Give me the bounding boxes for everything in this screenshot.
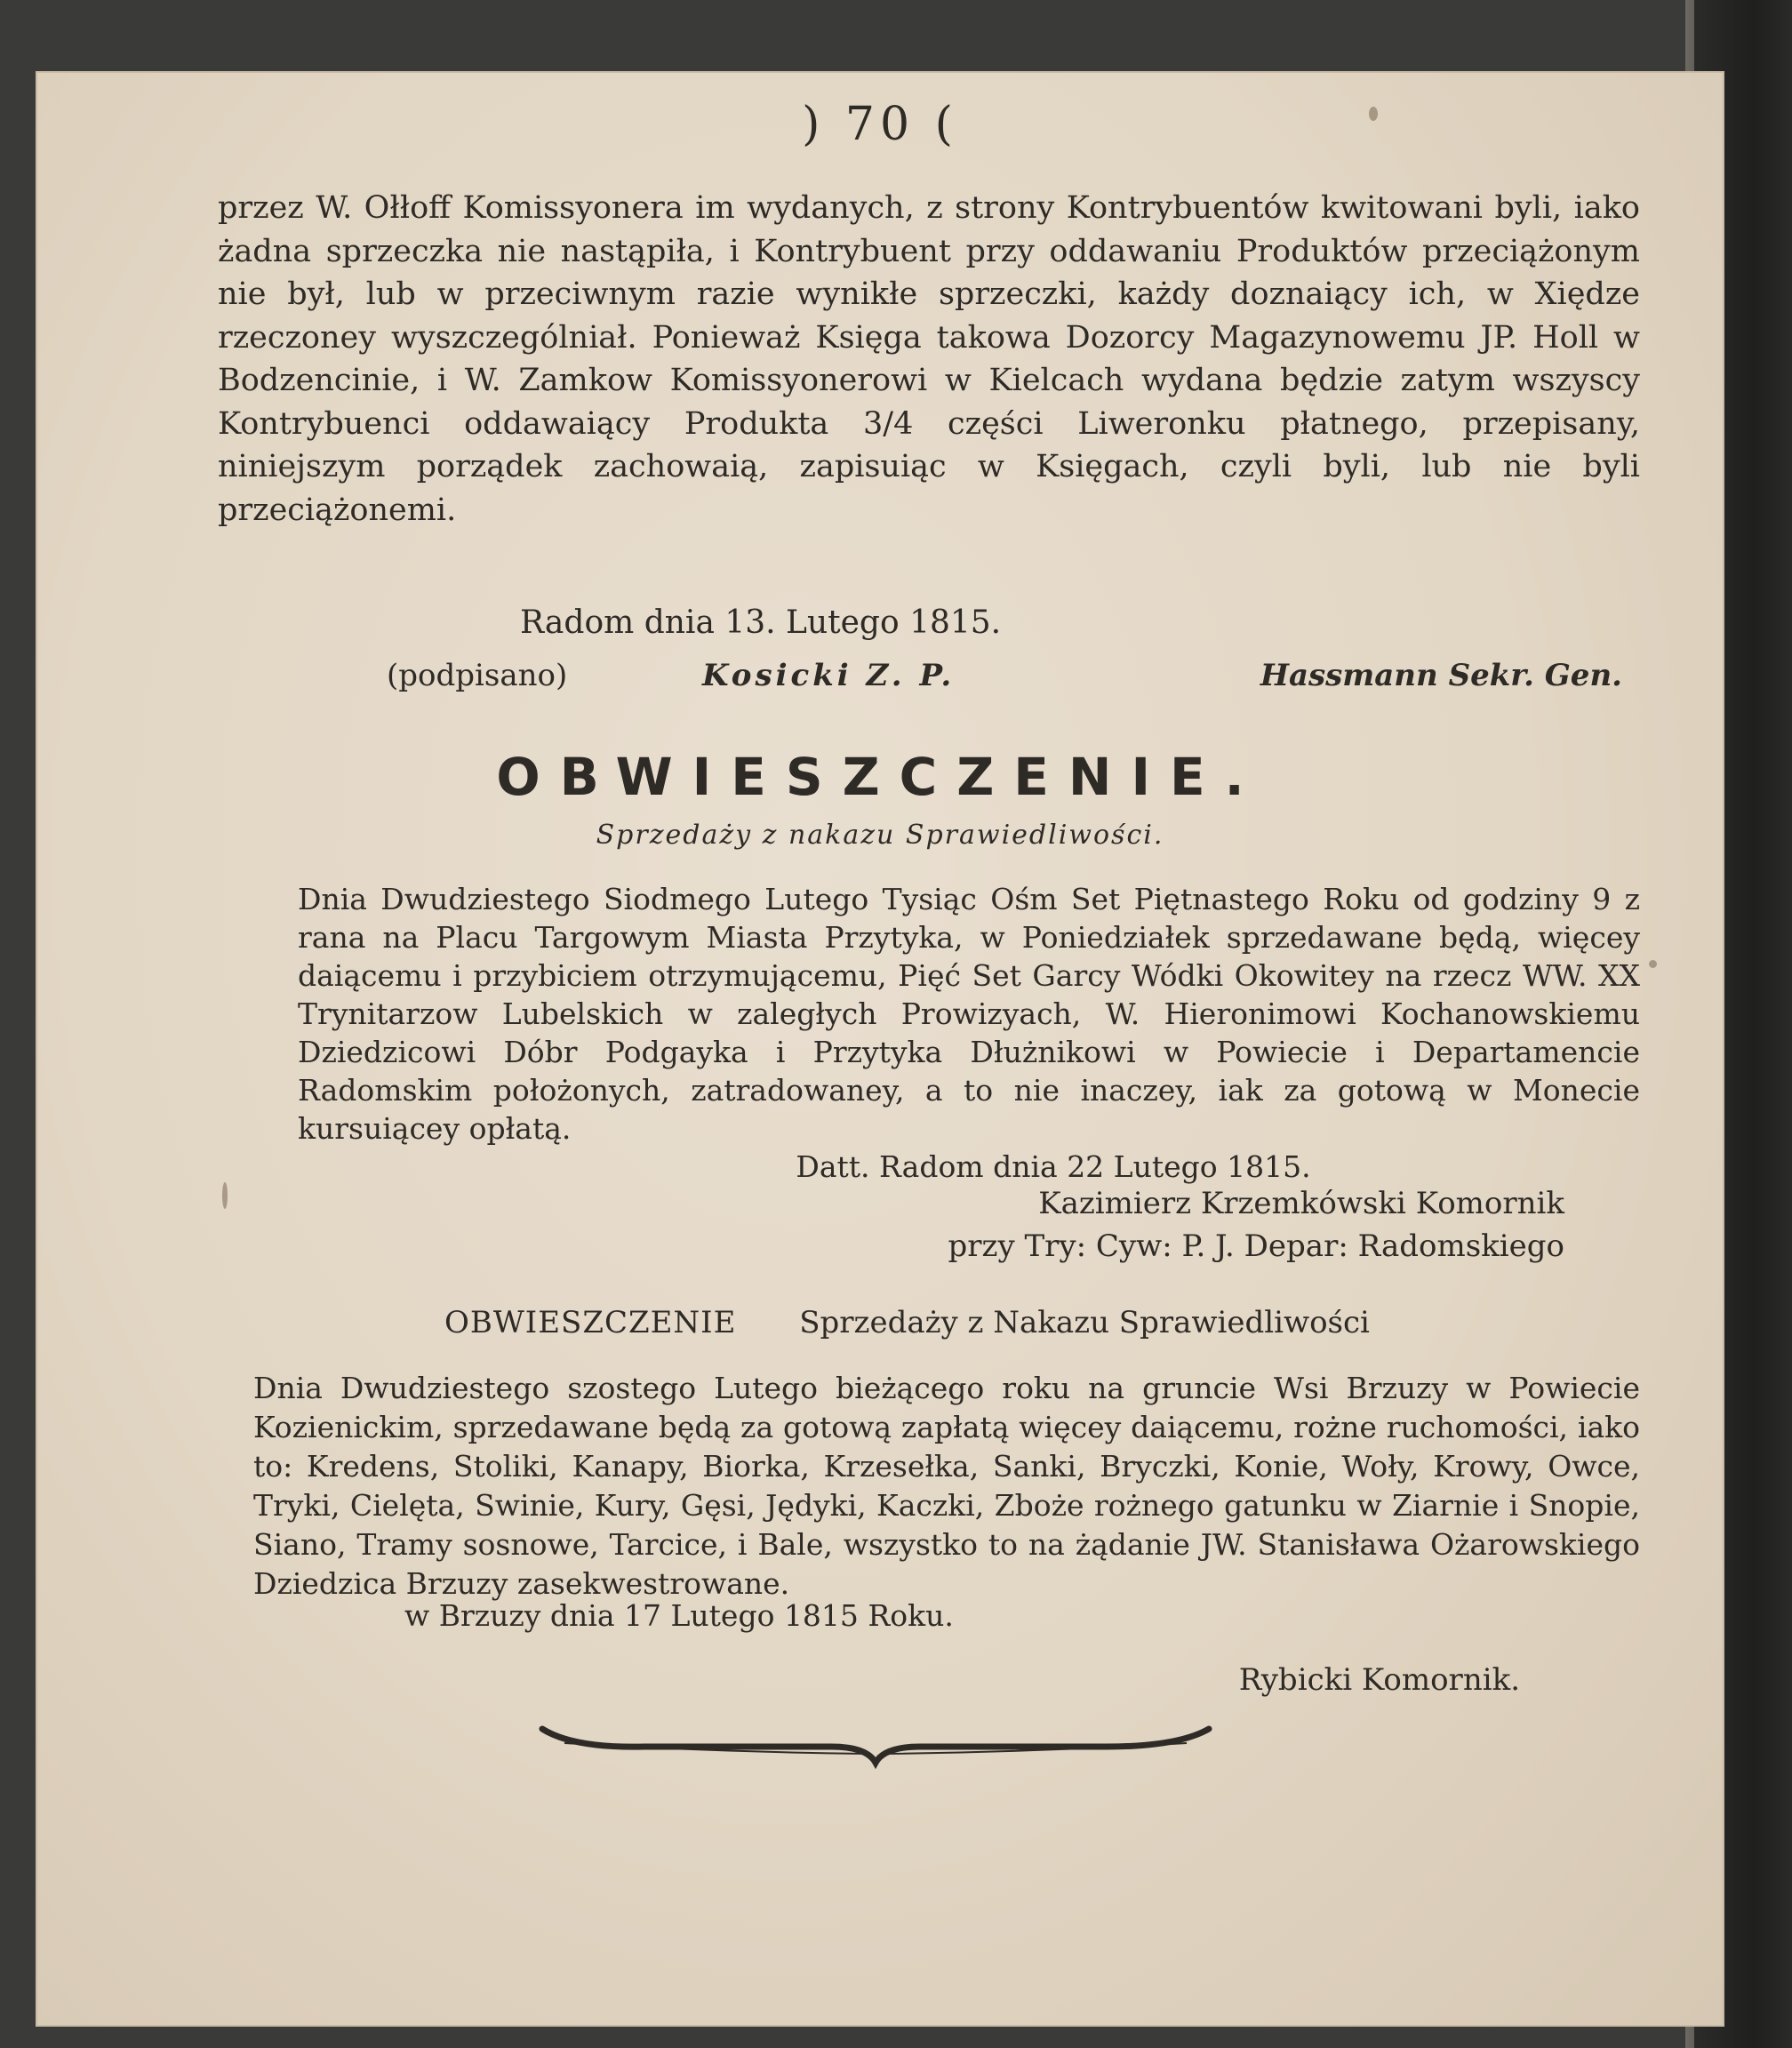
notice-2-dateline: Datt. Radom dnia 22 Lutego 1815.: [796, 1149, 1311, 1184]
ornamental-rule: [538, 1720, 1213, 1773]
page-number: ) 70 (: [802, 98, 958, 151]
notice-3-heading-rest: Sprzedaży z Nakazu Sprawiedliwości: [799, 1305, 1370, 1340]
notice-3-heading: [444, 1305, 1511, 1340]
signer-kosicki: Kosicki Z. P.: [702, 658, 956, 693]
notice-1-body: [218, 187, 1640, 532]
notice-3-paragraph: Dnia Dwudziestego szostego Lutego bieżącego roku na gruncie Wsi Brzuzy w Powiecie Kozienickim, sprzedawane będą za gotową zapłatą więcey daiącemu, rożne ruchomości, iako to: Kredens, Stoliki, Kanapy, Biorka, Krzesełka, Sanki, Bryczki, Konie, Woły, Krowy, Owce, Tryki, Cielęta, Swinie, Kury, Gęsi, Jędyki, Kaczki, Zboże rożnego gatunku w Ziarnie i Snopie, Siano, Tramy sosnowe, Tarcice, i Bale, wszystko to na żądanie JW. Stanisława Ożarowskiego Dziedzica Brzuzy zasekwestrowane.: [253, 1371, 1640, 1601]
notice-2-signature: [948, 1182, 1564, 1268]
notice-3-signature: Rybicki Komornik.: [1238, 1662, 1520, 1698]
ink-spot: [1649, 960, 1657, 968]
notice-2-signature-office: przy Try: Cyw: P. J. Depar: Radomskiego: [948, 1228, 1564, 1264]
signed-label: (podpisano): [387, 658, 568, 693]
notice-2-subheading: Sprzedaży z nakazu Sprawiedliwości.: [596, 820, 1164, 851]
ink-spot: [222, 1182, 228, 1209]
notice-3-heading-word: OBWIESZCZENIE: [444, 1305, 737, 1340]
notice-2-signature-name: Kazimierz Krzemkówski Komornik: [1038, 1186, 1564, 1221]
notice-3-body: [218, 1369, 1640, 1604]
notice-2-paragraph: Dnia Dwudziestego Siodmego Lutego Tysiąc Ośm Set Piętnastego Roku od godziny 9 z rana na Placu Targowym Miasta Przytyka, w Poniedziałek sprzedawane będą, więcey daiącemu i przybiciem otrzymującemu, Pięć Set Garcy Wódki Okowitey na rzecz WW. XX Trynitarzow Lubelskich w zaległych Prowizyach, W. Hieronimowi Kochanowskiemu Dziedzicowi Dóbr Podgayka i Przytyka Dłużnikowi w Powiecie i Departamencie Radomskim położonych, zatradowaney, a to nie inaczey, iak za gotową w Monecie kursuiącey opłatą.: [298, 882, 1640, 1146]
document-page: [36, 71, 1724, 2027]
notice-3-dateline: w Brzuzy dnia 17 Lutego 1815 Roku.: [404, 1598, 954, 1633]
notice-2-body: [218, 880, 1640, 1186]
notice-1-dateline: Radom dnia 13. Lutego 1815.: [520, 604, 1002, 641]
notice-2-heading: OBWIESZCZENIE.: [496, 747, 1264, 807]
signer-hassmann: Hassmann Sekr. Gen.: [1260, 658, 1622, 693]
notice-1-paragraph: przez W. Ołłoff Komissyonera im wydanych, z strony Kontrybuentów kwitowani byli, iako żadna sprzeczka nie nastąpiła, i Kontrybuent przy oddawaniu Produktów przeciążonym nie był, lub w przeciwnym razie wynikłe sprzeczki, każdy doznaiący ich, w Xiędze rzeczoney wyszczególniał. Ponieważ Księga takowa Dozorcy Magazynowemu JP. Holl w Bodzencinie, i W. Zamkow Komissyonerowi w Kielcach wydana będzie zatym wszyscy Kontrybuenci oddawaiący Produkta 3/4 części Liweronku płatnego, przepisany, niniejszym porządek zachowaią, zapisuiąc w Księgach, czyli byli, lub nie byli przeciążonemi.: [218, 190, 1640, 528]
